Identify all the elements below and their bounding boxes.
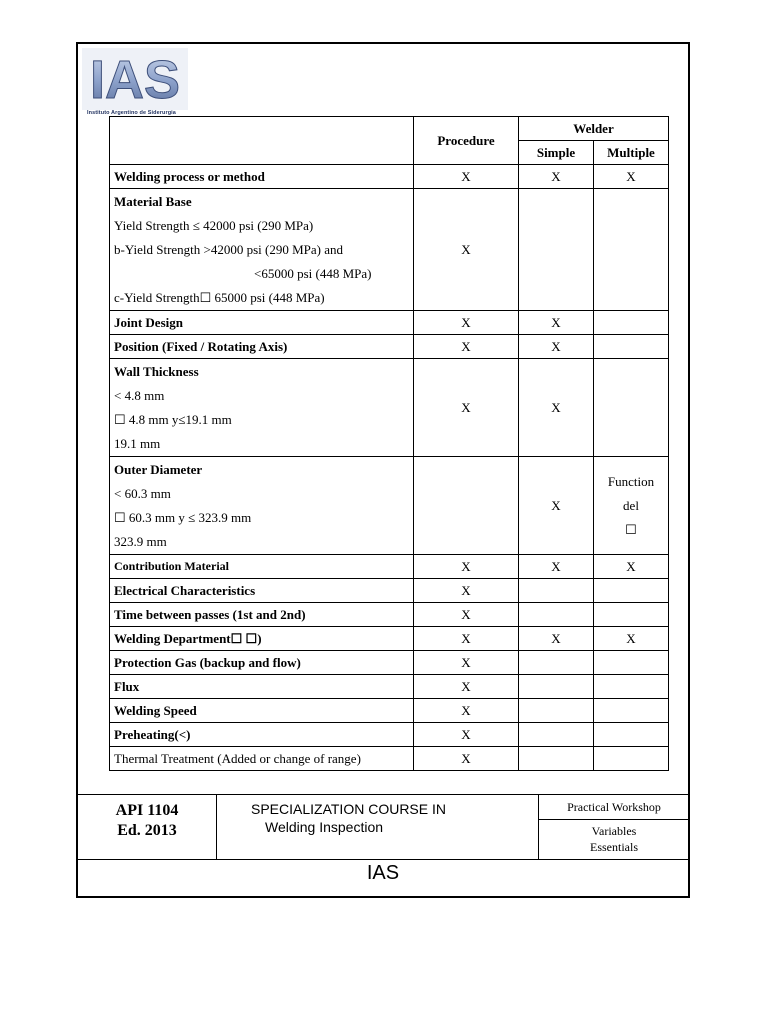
multiple-note-line: ☐ — [625, 521, 637, 537]
variable-condition: Yield Strength ≤ 42000 psi (290 MPa) — [114, 217, 314, 233]
simple-mark — [519, 747, 594, 771]
variable-label: Position (Fixed / Rotating Axis) — [110, 335, 414, 359]
simple-mark — [519, 699, 594, 723]
multiple-mark — [594, 311, 669, 335]
variable-heading: Outer Diameter — [114, 461, 203, 477]
table-row — [110, 165, 669, 189]
procedure-mark: X — [414, 165, 519, 189]
procedure-mark: X — [414, 627, 519, 651]
logo-tagline: Instituto Argentino de Siderurgia — [87, 110, 176, 116]
multiple-mark — [594, 651, 669, 675]
variable-condition: <65000 psi (448 MPa) — [254, 265, 372, 281]
simple-mark — [519, 579, 594, 603]
variable-heading: Material Base — [114, 193, 192, 209]
table-row — [110, 675, 669, 699]
variable-condition: < 4.8 mm — [114, 387, 165, 403]
procedure-mark: X — [414, 359, 519, 457]
multiple-mark: X — [594, 165, 669, 189]
multiple-note-line: del — [623, 497, 639, 513]
multiple-mark — [594, 603, 669, 627]
header-procedure: Procedure — [414, 117, 519, 165]
variable-label: Flux — [110, 675, 414, 699]
essential-variables-table — [109, 116, 669, 771]
variable-label: Contribution Material — [110, 555, 414, 579]
multiple-mark — [594, 189, 669, 311]
procedure-mark: X — [414, 651, 519, 675]
workshop-label: Practical Workshop — [539, 795, 689, 820]
simple-mark — [519, 651, 594, 675]
table-row — [110, 651, 669, 675]
section-block — [538, 795, 689, 859]
variable-label: Electrical Characteristics — [110, 579, 414, 603]
procedure-mark: X — [414, 335, 519, 359]
standard-block — [78, 795, 217, 859]
variable-condition: b-Yield Strength >42000 psi (290 MPa) and — [114, 241, 344, 257]
multiple-mark — [594, 675, 669, 699]
table-row — [110, 603, 669, 627]
variable-label: Joint Design — [110, 311, 414, 335]
section-label-line2: Essentials — [590, 840, 638, 854]
simple-mark: X — [519, 627, 594, 651]
table-row — [110, 579, 669, 603]
variable-label — [110, 359, 414, 457]
multiple-mark — [594, 359, 669, 457]
table-row — [110, 555, 669, 579]
simple-mark: X — [519, 165, 594, 189]
procedure-mark: X — [414, 699, 519, 723]
course-block — [217, 795, 539, 859]
standard-name: API 1104 — [115, 802, 179, 819]
table-row — [110, 457, 669, 555]
ias-logo-mark — [82, 48, 188, 110]
simple-mark: X — [519, 457, 594, 555]
header-simple: Simple — [519, 141, 594, 165]
simple-mark: X — [519, 335, 594, 359]
variable-label: Protection Gas (backup and flow) — [110, 651, 414, 675]
header-welder: Welder — [519, 117, 669, 141]
procedure-mark: X — [414, 189, 519, 311]
variable-label: Welding Speed — [110, 699, 414, 723]
course-subtitle: Welding Inspection — [265, 819, 384, 835]
header-multiple: Multiple — [594, 141, 669, 165]
multiple-mark — [594, 335, 669, 359]
simple-mark: X — [519, 311, 594, 335]
variable-condition: 323.9 mm — [114, 533, 167, 549]
procedure-mark: X — [414, 311, 519, 335]
table-row — [110, 311, 669, 335]
table-row — [110, 699, 669, 723]
document-footer — [78, 794, 688, 860]
multiple-mark — [594, 457, 669, 555]
procedure-mark: X — [414, 723, 519, 747]
multiple-mark — [594, 747, 669, 771]
section-label-line1: Variables — [591, 824, 637, 838]
procedure-mark: X — [414, 603, 519, 627]
simple-mark: X — [519, 359, 594, 457]
simple-mark — [519, 189, 594, 311]
multiple-mark: X — [594, 555, 669, 579]
variable-label: Thermal Treatment (Added or change of range) — [110, 747, 414, 771]
variable-label: Welding Department☐ ☐) — [110, 627, 414, 651]
variable-label: Time between passes (1st and 2nd) — [110, 603, 414, 627]
course-title: SPECIALIZATION COURSE IN — [251, 801, 446, 817]
standard-edition: Ed. 2013 — [117, 822, 177, 839]
table-row — [110, 747, 669, 771]
header-blank-cell — [110, 117, 414, 165]
variable-label: Welding process or method — [110, 165, 414, 189]
variable-label — [110, 189, 414, 311]
procedure-mark: X — [414, 747, 519, 771]
table-row — [110, 359, 669, 457]
variable-condition: ☐ 60.3 mm y ≤ 323.9 mm — [114, 509, 252, 525]
multiple-mark — [594, 579, 669, 603]
multiple-mark: X — [594, 627, 669, 651]
simple-mark — [519, 603, 594, 627]
document-frame — [76, 42, 690, 898]
table-row — [110, 627, 669, 651]
simple-mark: X — [519, 555, 594, 579]
variable-condition: ☐ 4.8 mm y≤19.1 mm — [114, 411, 232, 427]
table-row — [110, 189, 669, 311]
section-label — [539, 823, 689, 855]
variable-condition: c-Yield Strength☐ 65000 psi (448 MPa) — [114, 289, 325, 305]
svg-text:IAS: IAS — [89, 50, 181, 110]
multiple-mark — [594, 723, 669, 747]
variable-label — [110, 457, 414, 555]
variable-label: Preheating(<) — [110, 723, 414, 747]
table-row — [110, 335, 669, 359]
multiple-mark — [594, 699, 669, 723]
variable-heading: Wall Thickness — [114, 363, 199, 379]
variable-condition: 19.1 mm — [114, 435, 161, 451]
table-row — [110, 723, 669, 747]
procedure-mark: X — [414, 579, 519, 603]
procedure-mark: X — [414, 675, 519, 699]
ias-logo — [82, 48, 188, 118]
variable-condition: < 60.3 mm — [114, 485, 171, 501]
multiple-note-line: Function — [607, 473, 655, 489]
simple-mark — [519, 675, 594, 699]
procedure-mark — [414, 457, 519, 555]
bottom-title: IAS — [366, 862, 400, 884]
procedure-mark: X — [414, 555, 519, 579]
simple-mark — [519, 723, 594, 747]
